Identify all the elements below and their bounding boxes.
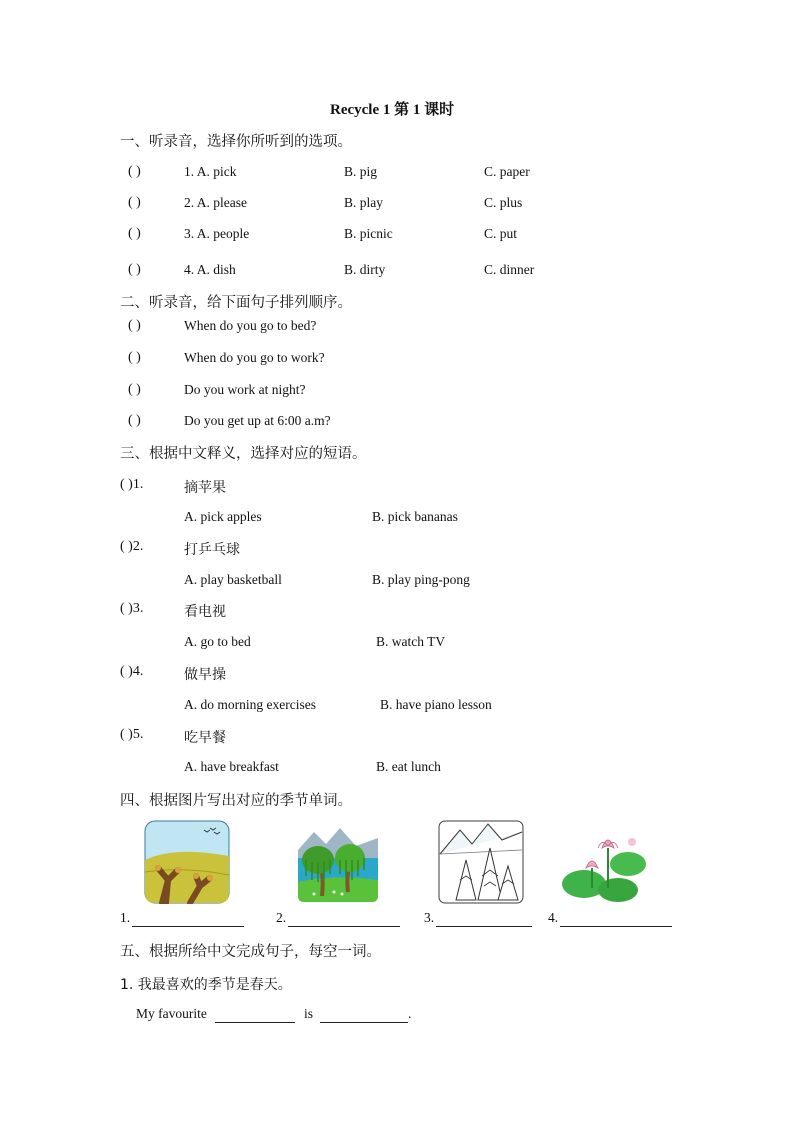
chinese-phrase: 做早操 [184, 667, 226, 683]
option-b: B. pig [344, 164, 378, 179]
answer-paren[interactable]: ( ) [128, 318, 141, 333]
section-heading-3: 三、根据中文释义，选择对应的短语。 [120, 446, 367, 462]
option-b: B. pick bananas [372, 509, 458, 524]
answer-paren[interactable]: ( )2. [120, 539, 144, 554]
question-chinese: 1. 我最喜欢的季节是春天。 [120, 977, 292, 993]
option-a: 4. A. dish [184, 262, 236, 277]
option-b: B. have piano lesson [380, 697, 492, 712]
section-heading-5: 五、根据所给中文完成句子，每空一词。 [120, 944, 381, 960]
sentence: When do you go to bed? [184, 318, 317, 333]
answer-blank-3[interactable] [436, 912, 532, 927]
answer-paren[interactable]: ( )1. [120, 477, 144, 492]
answer-number: 1. [120, 910, 131, 925]
option-a: A. go to bed [184, 634, 251, 649]
sentence: When do you go to work? [184, 350, 325, 365]
option-b: B. watch TV [376, 634, 446, 649]
sentence: Do you work at night? [184, 382, 306, 397]
answer-blank-1[interactable] [132, 912, 244, 927]
summer-lotus-icon [562, 818, 648, 904]
option-b: B. eat lunch [376, 759, 441, 774]
answer-paren[interactable]: ( ) [128, 226, 141, 241]
chinese-phrase: 看电视 [184, 604, 226, 620]
answer-paren[interactable]: ( ) [128, 262, 141, 277]
page-title: Recycle 1 第 1 课时 [330, 102, 455, 118]
option-a: A. have breakfast [184, 759, 279, 774]
winter-snow-trees-icon [438, 820, 524, 904]
section-heading-1: 一、听录音，选择你所听到的选项。 [120, 134, 352, 150]
sentence-start: My favourite [136, 1006, 207, 1021]
sentence: Do you get up at 6:00 a.m? [184, 413, 331, 428]
option-a: 2. A. please [184, 195, 247, 210]
fill-blank-1[interactable] [215, 1008, 295, 1023]
option-b: B. dirty [344, 262, 386, 277]
spring-willow-icon [294, 820, 380, 904]
answer-number: 2. [276, 910, 287, 925]
sentence-end: . [408, 1006, 412, 1021]
option-a: 1. A. pick [184, 164, 237, 179]
answer-number: 4. [548, 910, 559, 925]
answer-number: 3. [424, 910, 435, 925]
answer-paren[interactable]: ( ) [128, 382, 141, 397]
autumn-scene-icon [144, 820, 230, 904]
chinese-phrase: 吃早餐 [184, 730, 226, 746]
answer-paren[interactable]: ( )3. [120, 601, 144, 616]
option-c: C. paper [484, 164, 530, 179]
sentence-mid: is [304, 1006, 314, 1021]
chinese-phrase: 摘苹果 [184, 480, 226, 496]
option-c: C. plus [484, 195, 523, 210]
option-b: B. play [344, 195, 383, 210]
option-b: B. play ping-pong [372, 572, 470, 587]
option-a: 3. A. people [184, 226, 250, 241]
chinese-phrase: 打乒乓球 [184, 542, 240, 558]
answer-paren[interactable]: ( ) [128, 413, 141, 428]
answer-paren[interactable]: ( )5. [120, 727, 144, 742]
option-c: C. put [484, 226, 518, 241]
answer-paren[interactable]: ( ) [128, 164, 141, 179]
answer-paren[interactable]: ( ) [128, 350, 141, 365]
answer-blank-2[interactable] [288, 912, 400, 927]
section-heading-4: 四、根据图片写出对应的季节单词。 [120, 793, 352, 809]
option-b: B. picnic [344, 226, 393, 241]
answer-paren[interactable]: ( ) [128, 195, 141, 210]
option-a: A. pick apples [184, 509, 262, 524]
section-heading-2: 二、听录音，给下面句子排列顺序。 [120, 295, 352, 311]
answer-blank-4[interactable] [560, 912, 672, 927]
option-c: C. dinner [484, 262, 535, 277]
option-a: A. play basketball [184, 572, 282, 587]
answer-paren[interactable]: ( )4. [120, 664, 144, 679]
fill-blank-2[interactable] [320, 1008, 408, 1023]
option-a: A. do morning exercises [184, 697, 316, 712]
